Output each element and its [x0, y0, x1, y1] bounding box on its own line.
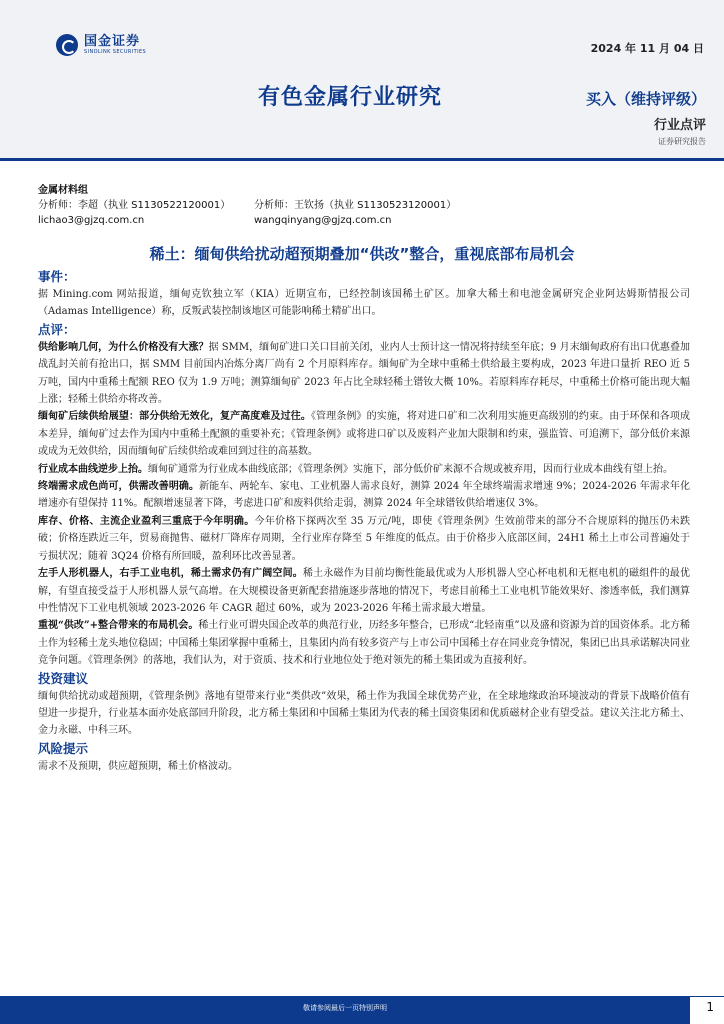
report-date: 2024 年 11 月 04 日	[590, 42, 704, 55]
review-paragraph-3	[38, 461, 690, 478]
page-number: 1	[706, 1000, 714, 1014]
review-7-text: 稀土行业可谓央国企改革的典范行业，历经多年整合，已形成“北轻南重”以及盛和资源为首的国资体系。北方稀土作为轻稀土龙头地位稳固；中国稀土集团掌握中重稀土，且集团内尚有较多资产与上市公司中国稀土存在同业竞争情况，集团已出具承诺解决同业竞争问题。《管理条例》的落地，我们认为，对于资质、技术和行业地位处于绝对领先的稀土集团或为直接利好。	[38, 620, 690, 667]
review-paragraph-2	[38, 408, 690, 460]
headline: 稀土：缅甸供给扰动超预期叠加“供改”整合，重视底部布局机会	[149, 245, 575, 263]
analyst-2-email[interactable]: wangqinyang@gjzq.com.cn	[254, 215, 392, 226]
review-2-lead: 缅甸矿后续供给展望：部分供给无效化，复产高度难及过往。	[38, 411, 311, 423]
report-body	[38, 268, 690, 775]
review-heading: 点评：	[38, 321, 76, 337]
review-1-lead: 供给影响几何，为什么价格没有大涨？	[38, 341, 209, 353]
review-paragraph-1	[38, 339, 690, 409]
event-heading: 事件：	[38, 269, 76, 284]
logo-name: 国金证券	[84, 33, 141, 49]
report-title: 有色金属行业研究	[258, 85, 443, 110]
review-paragraph-4	[38, 478, 690, 513]
investment-heading: 投资建议	[38, 670, 89, 686]
review-paragraph-7	[38, 617, 690, 669]
review-3-text: 缅甸矿通常为行业成本曲线底部；《管理条例》实施下，部分低价矿来源不合规或被弃用，因而行业成本曲线有望上抬。	[148, 463, 673, 475]
footer-disclaimer: 敬请参阅最后一页特别声明	[303, 1004, 387, 1012]
logo-name-en: SINOLINK SECURITIES	[84, 48, 147, 55]
review-2-text: 《管理条例》的实施，将对进口矿和二次利用实施更高级别的约束。由于环保和各项成本差异，缅甸矿过去作为国内中重稀土配额的重要补充；《管理条例》或将进口矿以及废料产业加大限制和约束，强监管、可追溯下，部分低价来源或成为无效供给，因而缅甸矿后续供给或难回到过往的高基数。	[38, 411, 690, 458]
header-band	[0, 0, 724, 158]
header-rule	[0, 158, 724, 161]
review-4-text: 新能车、两轮车、家电、工业机器人需求良好，测算 2024 年全球终端需求增速 9%；2024-2026 年需求年化增速亦有望保持 11%。配额增速显著下降，考虑进口矿和废料供给走弱，测算 2024 年全球镨钕供给增速仅 3%。	[38, 481, 691, 510]
review-6-lead: 左手人形机器人，右手工业电机，稀土需求仍有广阔空间。	[38, 568, 303, 580]
team-name: 金属材料组	[38, 185, 88, 196]
review-paragraph-6	[38, 565, 690, 617]
analyst-block	[38, 183, 538, 228]
review-5-lead: 库存、价格、主流企业盈利三重底于今年明确。	[38, 515, 255, 527]
review-6-text: 稀土永磁作为目前均衡性能最优或为人形机器人空心杯电机和无框电机的磁组件的最优解，有望直接受益于人形机器人景气高增。在大规模设备更新配套措施逐步落地的情况下，考虑目前稀土工业电机节能效果好、渗透率低，我们测算中性情况下工业电机领域 2023-2026 年 CAGR 超过 60%，或为 2023-2026 年稀土需求最大增量。	[38, 568, 691, 614]
rating: 买入（维持评级）	[585, 90, 706, 108]
review-4-lead: 终端需求成色尚可，供需改善明确。	[38, 481, 200, 493]
report-type: 行业点评	[653, 118, 706, 133]
analyst-2-name: 分析师：王钦扬（执业 S1130523120001）	[254, 200, 457, 211]
risk-heading: 风险提示	[38, 740, 89, 756]
event-paragraph: 据 Mining.com 网站报道，缅甸克钦独立军（KIA）近期宣布，已经控制该国稀土矿区。加拿大稀土和电池金属研究企业阿达姆斯情报公司（Adamas Intelligence）称，反叛武装控制该地区可能影响稀土精矿出口。	[38, 289, 690, 318]
review-7-lead: 重视“供改”+整合带来的布局机会。	[38, 620, 199, 632]
logo-icon	[56, 34, 78, 56]
risk-paragraph: 需求不及预期，供应超预期，稀土价格波动。	[38, 760, 238, 772]
review-3-lead: 行业成本曲线逆步上抬。	[38, 463, 148, 475]
analyst-1-name: 分析师：李超（执业 S1130522120001）	[38, 200, 231, 211]
analyst-1-email[interactable]: lichao3@gjzq.com.cn	[38, 215, 145, 226]
investment-paragraph: 缅甸供给扰动或超预期，《管理条例》落地有望带来行业“类供改”效果，稀土作为我国全球优势产业，在全球地缘政治环境波动的背景下战略价值有望进一步提升，行业基本面亦处底部回升阶段，北方稀土集团和中国稀土集团为代表的稀土国资集团和优质磁材企业有望受益。建议关注北方稀土、金力永磁、中科三环。	[38, 690, 690, 737]
company-logo	[56, 34, 146, 56]
review-1-text: 据 SMM，缅甸矿进口关口目前关闭，业内人士预计这一情况将持续至年底；9 月末缅甸政府有出口优惠叠加战乱封关前有抢出口，据 SMM 目前国内冶炼分离厂尚有 2 个月原料库存。缅甸矿为全球中重稀土供给最主要构成，2023 年进口量折 REO 近 5 万吨，国内中重稀土配额 REO 仅为 1.9 万吨；测算缅甸矿 2023 年占比全球轻稀土镨钕大概 10%。若原料库存耗尽，中重稀土价格可能出现大幅上涨；轻稀土供给亦将改善。	[38, 341, 690, 406]
report-subtype: 证券研究报告	[658, 137, 706, 146]
review-5-text: 今年价格下探两次至 35 万元/吨，即使《管理条例》生效前带来的部分不合规原料的抛压仍未跌破；价格连跌近三年，贸易商抛售、磁材厂降库存周期，全行业库存降至 5 年维度的低点。由于价格步入底部区间，24H1 稀土上市公司普遍处于亏损状况；随着 3Q24 价格有所回暖，盈利环比改善显著。	[38, 515, 690, 562]
review-paragraph-5	[38, 513, 690, 565]
